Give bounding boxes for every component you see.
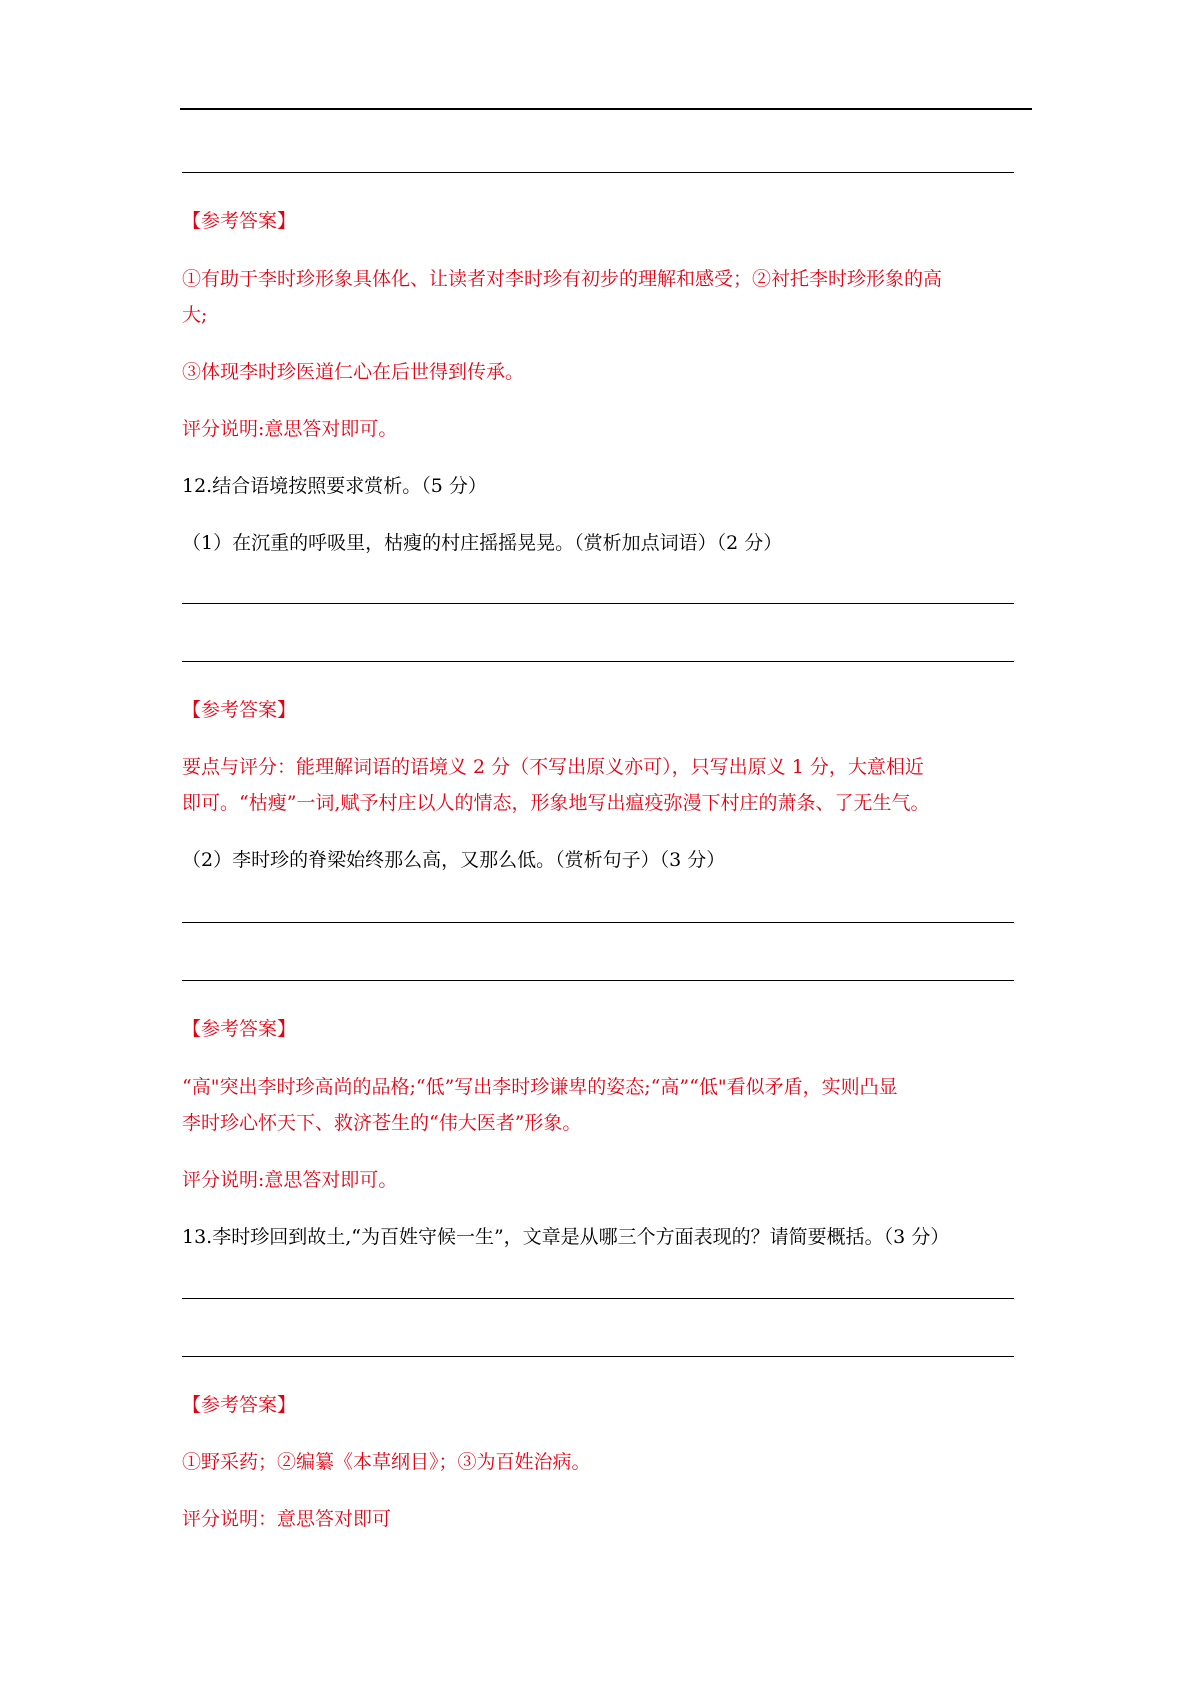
q11-answer-line-3: ③体现李时珍医道仁心在后世得到传承。 <box>182 361 525 383</box>
answer-header: 【参考答案】 <box>182 1018 297 1040</box>
q11-answer-line-1: ①有助于李时珍形象具体化、让读者对李时珍有初步的理解和感受；②衬托李时珍形象的高 <box>182 268 943 290</box>
answer-header: 【参考答案】 <box>182 699 297 721</box>
answer-blank-line <box>182 603 1014 604</box>
answer-blank-line <box>182 922 1014 923</box>
answer-blank-line <box>182 661 1014 662</box>
q13-scoring-note: 评分说明：意思答对即可 <box>182 1508 392 1530</box>
q12-sub1-answer-line-2: 即可。“枯瘦”一词,赋予村庄以人的情态，形象地写出瘟疫弥漫下村庄的萧条、了无生气。 <box>182 792 930 814</box>
q12-sub1-answer-line-1: 要点与评分：能理解词语的语境义 2 分（不写出原义亦可），只写出原义 1 分，大意相近 <box>182 756 924 778</box>
q12-sub2-prompt: （2）李时珍的脊梁始终那么高，又那么低。（赏析句子）（3 分） <box>182 849 726 871</box>
q11-scoring-note: 评分说明:意思答对即可。 <box>182 418 398 440</box>
q11-answer-line-2: 大; <box>182 304 208 326</box>
header-rule <box>180 108 1032 110</box>
answer-blank-line <box>182 1356 1014 1357</box>
answer-blank-line <box>182 172 1014 173</box>
q12-prompt: 12.结合语境按照要求赏析。（5 分） <box>182 475 487 497</box>
answer-blank-line <box>182 1298 1014 1299</box>
q13-answer: ①野采药；②编纂《本草纲目》；③为百姓治病。 <box>182 1451 591 1473</box>
answer-blank-line <box>182 980 1014 981</box>
q13-prompt: 13.李时珍回到故土,“为百姓守候一生”，文章是从哪三个方面表现的？请简要概括。（3 分） <box>182 1226 950 1248</box>
answer-header: 【参考答案】 <box>182 1394 297 1416</box>
q12-sub2-scoring-note: 评分说明:意思答对即可。 <box>182 1169 398 1191</box>
answer-header: 【参考答案】 <box>182 210 297 232</box>
q12-sub2-answer-line-2: 李时珍心怀天下、救济苍生的“伟大医者”形象。 <box>182 1112 582 1134</box>
q12-sub2-answer-line-1: “高"突出李时珍高尚的品格;“低”写出李时珍谦卑的姿态;“高”“低"看似矛盾，实则凸显 <box>182 1076 898 1098</box>
q12-sub1-prompt: （1）在沉重的呼吸里，枯瘦的村庄摇摇晃晃。（赏析加点词语）（2 分） <box>182 532 783 554</box>
